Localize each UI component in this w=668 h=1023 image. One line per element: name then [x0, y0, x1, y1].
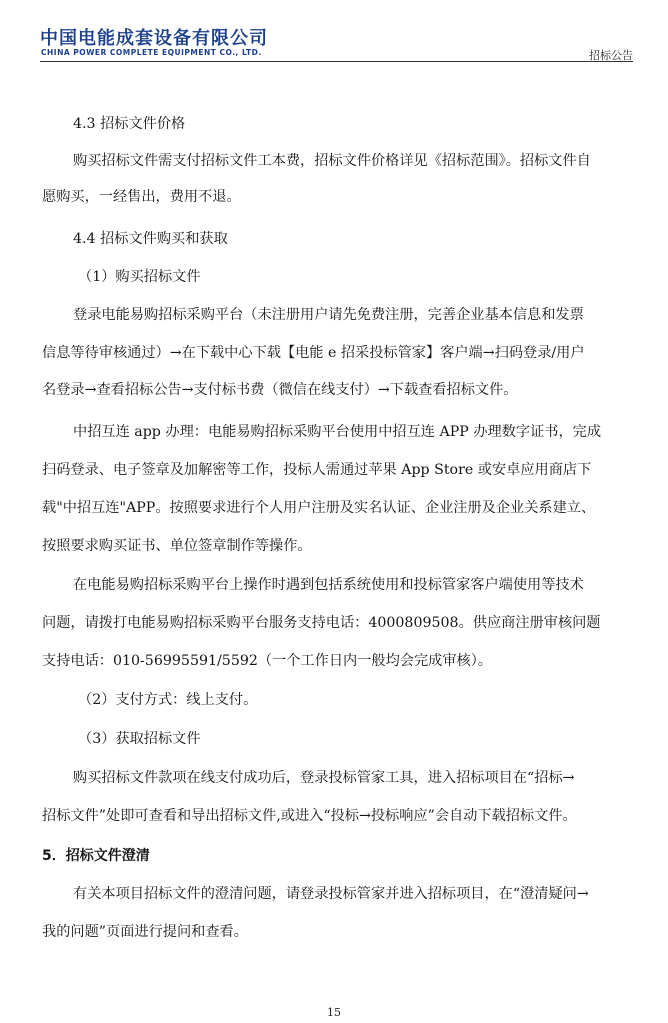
- paragraph-line: 中招互连 app 办理：电能易购招标采购平台使用中招互连 APP 办理数字证书，完成: [73, 424, 602, 440]
- paragraph-line: 问题，请拨打电能易购招标采购平台服务支持电话：4000809508。供应商注册审核问题: [42, 615, 601, 631]
- paragraph-line: 有关本项目招标文件的澄清问题，请登录投标管家并进入招标项目，在“澄清疑问→: [73, 886, 589, 902]
- paragraph-line: 信息等待审核通过）→在下载中心下载【电能 e 招采投标管家】客户端→扫码登录/用户: [42, 345, 585, 361]
- subsection-heading: （1）购买招标文件: [78, 269, 201, 285]
- paragraph-line: 购买招标文件需支付招标文件工本费，招标文件价格详见《招标范围》。招标文件自: [73, 153, 591, 169]
- paragraph-line: 招标文件”处即可查看和导出招标文件,或进入“投标→投标响应”会自动下载招标文件。: [42, 808, 577, 824]
- section-heading-4-3: 4.3 招标文件价格: [73, 116, 186, 132]
- paragraph-line: 扫码登录、电子签章及加解密等工作，投标人需通过苹果 App Store 或安卓应用商店下: [42, 462, 592, 478]
- paragraph-line: 按照要求购买证书、单位签章制作等操作。: [42, 538, 312, 554]
- company-logo-chinese: 中国电能成套设备有限公司: [40, 28, 268, 49]
- header-divider: [40, 61, 633, 62]
- section-heading-4-4: 4.4 招标文件购买和获取: [73, 231, 228, 247]
- paragraph-line: 愿购买，一经售出，费用不退。: [42, 189, 241, 205]
- paragraph-line: 在电能易购招标采购平台上操作时遇到包括系统使用和投标管家客户端使用等技术: [73, 577, 584, 593]
- paragraph-line: 载"中招互连"APP。按照要求进行个人用户注册及实名认证、企业注册及企业关系建立、: [42, 500, 596, 516]
- paragraph-line: 购买招标文件款项在线支付成功后，登录投标管家工具，进入招标项目在“招标→: [73, 770, 575, 786]
- page-number: 15: [327, 1006, 341, 1019]
- paragraph-line: 登录电能易购招标采购平台（未注册用户请先免费注册，完善企业基本信息和发票: [73, 307, 584, 323]
- payment-method-line: （2）支付方式：线上支付。: [78, 692, 258, 708]
- subsection-heading: （3）获取招标文件: [78, 731, 201, 747]
- paragraph-line: 名登录→查看招标公告→支付标书费（微信在线支付）→下载查看招标文件。: [42, 382, 518, 398]
- paragraph-line: 我的问题”页面进行提问和查看。: [42, 924, 248, 940]
- header-doc-type: 招标公告: [589, 49, 633, 62]
- page-header: [40, 24, 633, 62]
- company-logo-english: CHINA POWER COMPLETE EQUIPMENT CO., LTD.: [41, 48, 262, 57]
- paragraph-line: 支持电话：010-56995591/5592（一个工作日内一般均会完成审核）。: [42, 653, 492, 669]
- section-heading-5: 5．招标文件澄清: [42, 848, 150, 864]
